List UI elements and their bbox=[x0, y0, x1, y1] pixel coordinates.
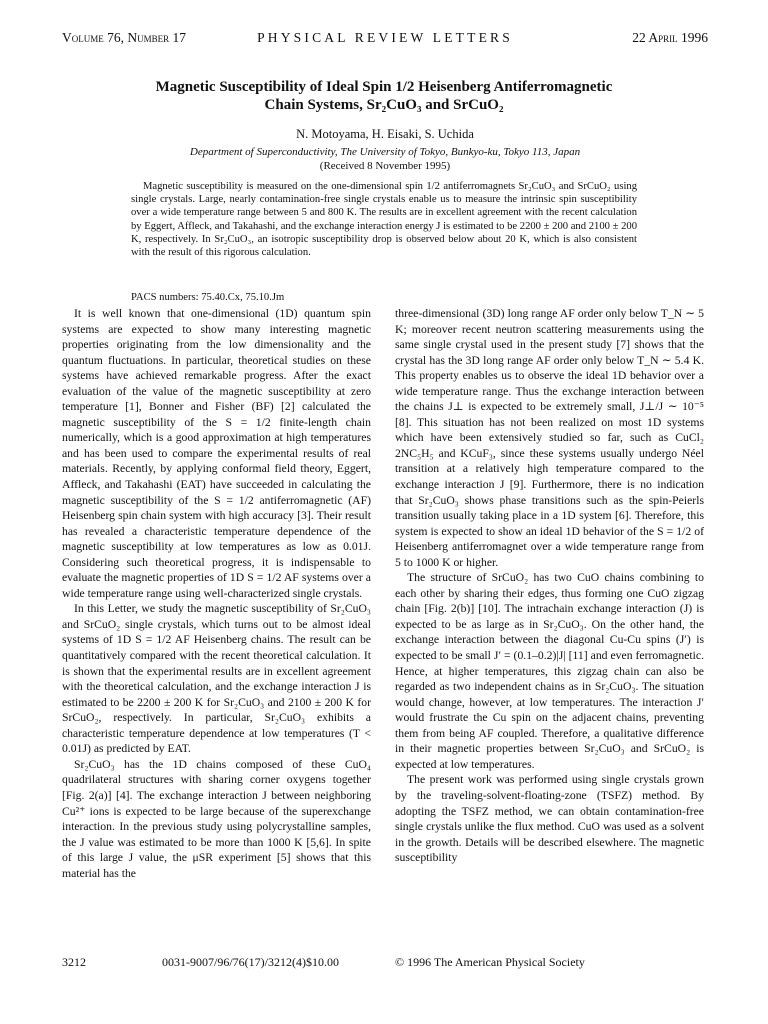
right-column bbox=[395, 306, 704, 951]
abstract bbox=[131, 180, 637, 259]
abstract-text: Magnetic susceptibility is measured on the one-dimensional spin 1/2 antiferromagnets Sr₂CuO₃ and SrCuO₂ using single crystals. Large, nearly contamination-free single crystals enable us to measure the intrinsic spin susceptibility over a wide temperature range between 5 and 800 K. The results are in excellent agreement with the recent calculation by Eggert, Affleck, and Takahashi, and the exchange interaction energy J is estimated to be 2200 ± 200 and 2100 ± 200 K, respectively. In Sr₂CuO₃, an isotropic susceptibility drop is observed below about 20 K, which is also consistent with the result of this rigorous calculation. bbox=[131, 181, 637, 259]
paragraph: three-dimensional (3D) long range AF order only below T_N ∼ 5 K; moreover recent neutron scattering measurements using the same single crystal used in the present study [7] shows that the crystal has the 3D long range AF order only below T_N ∼ 5.4 K. This property enables us to observe the ideal 1D behavior over a wide temperature range. Thus the exchange interaction between the chains J⊥ is expected to be extremely small, J⊥/J ∼ 10⁻⁵ [8]. This situation has not been realized on most 1D systems which have been extensively studied so far, such as CuCl₂ 2NC₅H₅ and KCuF₃, since these systems usually undergo Néel transition at a relatively high temperature compared to the exchange interaction J [9]. Furthermore, there is no indication that Sr₂CuO₃ shows phase transitions such as the spin-Peierls transition usually taking place in a 1D system [6]. Therefore, this system is expected to show an ideal 1D behavior of the S = 1/2 of Heisenberg antiferromagnet over a wide temperature range from 5 to 1000 K or higher. bbox=[395, 307, 704, 569]
pacs-numbers: PACS numbers: 75.40.Cx, 75.10.Jm bbox=[131, 292, 285, 303]
paragraph: In this Letter, we study the magnetic susceptibility of Sr₂CuO₃ and SrCuO₂ single crystals, which turns out to be almost ideal systems of 1D S = 1/2 AF Heisenberg chains. The result can be quantitatively compared with the recent theoretical calculation. It is shown that the experimental results are in excellent agreement with the theoretical calculation, and the exchange interaction J is estimated to be 2200 ± 200 K for Sr₂CuO₃ and 2100 ± 200 K for SrCuO₂, respectively. In particular, Sr₂CuO₃ exhibits a characteristic temperature dependence at low temperatures (T < 0.01J) as predicted by EAT. bbox=[62, 602, 371, 756]
article-title bbox=[100, 78, 668, 114]
paragraph: It is well known that one-dimensional (1D) quantum spin systems are expected to show many interesting magnetic properties originating from the low dimensionality and the quantum fluctuations. In particular, theoretical studies on these systems have achieved remarkable progress. After the exact evaluation of the value of the magnetic susceptibility at zero temperature [1], Bonner and Fisher (BF) [2] calculated the magnetic susceptibility of the S = 1/2 finite-length chain numerically, which is a good approximation at high temperatures and has been used to compare the experimental results of real materials. Recently, by applying conformal field theory, Eggert, Affleck, and Takahashi (EAT) have succeeded in calculating the magnetic susceptibility of the S = 1/2 antiferromagnetic (AF) Heisenberg spin chain system with high accuracy [3]. Their result has revealed a characteristic temperature dependence of the magnetic susceptibility at low temperatures as low as 0.01J. Considering such theoretical progress, it is indispensable to evaluate the magnetic properties of 1D S = 1/2 AF systems over a wide temperature range using well-characterized single crystals. bbox=[62, 307, 371, 600]
paragraph: Sr₂CuO₃ has the 1D chains composed of these CuO₄ quadrilateral structures with sharing corner oxygens together [Fig. 2(a)] [4]. The exchange interaction J between neighboring Cu²⁺ ions is expected to be large because of the superexchange interaction. In the previous study using polycrystalline samples, the J value was estimated to be more than 1000 K [5,6]. In spite of this large J value, the μSR experiment [5] shows that this material has the bbox=[62, 757, 371, 880]
running-header bbox=[62, 30, 708, 50]
received-date: (Received 8 November 1995) bbox=[319, 160, 451, 172]
affiliation: Department of Superconductivity, The University of Tokyo, Bunkyo-ku, Tokyo 113, Japan bbox=[189, 146, 581, 158]
left-column bbox=[62, 306, 371, 951]
volume-number: Volume 76, Number 17 bbox=[62, 30, 187, 45]
issue-date: 22 April 1996 bbox=[632, 30, 708, 45]
journal-name: PHYSICAL REVIEW LETTERS bbox=[257, 30, 513, 45]
paragraph: The present work was performed using single crystals grown by the traveling-solvent-floating-zone (TSFZ) method. By adopting the TSFZ method, we can obtain contamination-free single crystals unlike the flux method. CuO was used as a solvent in the growth. Details will be described elsewhere. The magnetic susceptibility bbox=[395, 773, 704, 865]
page-number: 3212 bbox=[62, 955, 86, 969]
copyright-notice: © 1996 The American Physical Society bbox=[395, 955, 585, 969]
title-line-1: Magnetic Susceptibility of Ideal Spin 1/2 Heisenberg Antiferromagnetic bbox=[155, 79, 613, 95]
paragraph: The structure of SrCuO₂ has two CuO chains combining to each other by sharing their edges, thus forming one CuO zigzag chain [Fig. 2(b)] [10]. The intrachain exchange interaction (J) is expected to be as large as in Sr₂CuO₃. On the other hand, the exchange interaction between the diagonal Cu-Cu spins (J′) is expected to be small J′ = (0.1–0.2)|J| [11] and even ferromagnetic. Hence, at higher temperatures, this zigzag chain can also be regarded as two independent chains as in Sr₂CuO₃. The situation would change, however, at low temperatures. The interaction J′ would frustrate the Cu spin on the adjacent chains, preventing them from being AF coupled. Therefore, a qualitative difference in their magnetic properties between Sr₂CuO₃ and SrCuO₂ is expected at low temperatures. bbox=[395, 571, 704, 771]
article-code: 0031-9007/96/76(17)/3212(4)$10.00 bbox=[162, 955, 339, 969]
title-line-2: Chain Systems, Sr₂CuO₃ and SrCuO₂ bbox=[264, 97, 504, 113]
page-footer bbox=[62, 955, 708, 975]
author-list: N. Motoyama, H. Eisaki, S. Uchida bbox=[296, 127, 474, 141]
